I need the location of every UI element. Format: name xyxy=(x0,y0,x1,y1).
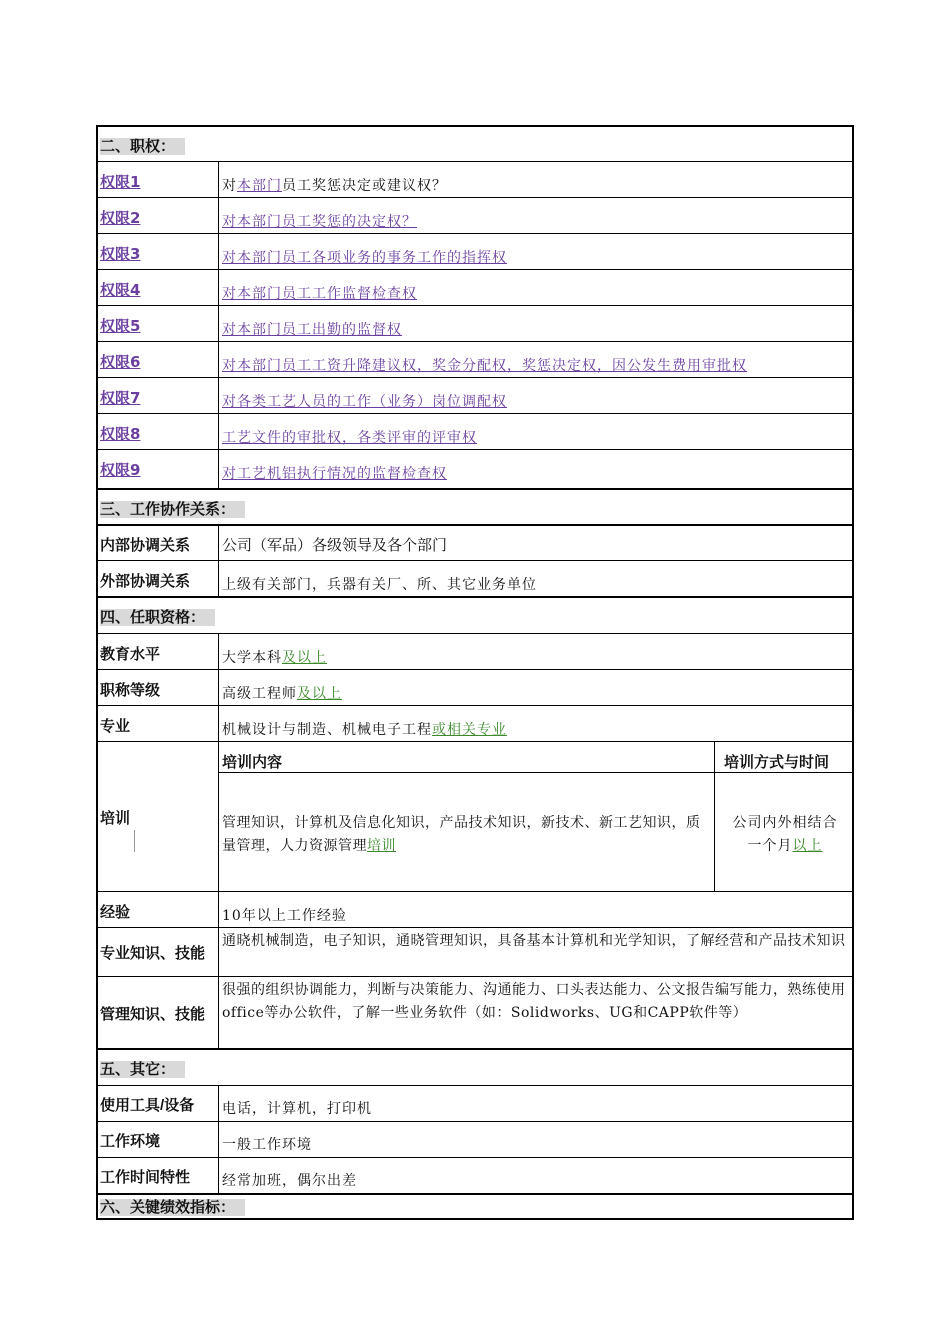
internal-collab-value: 公司（军品）各级领导及各个部门 xyxy=(222,537,448,554)
authority-text-8[interactable]: 工艺文件的审批权，各类评审的评审权 xyxy=(222,430,477,446)
authority-label-4[interactable]: 权限4 xyxy=(100,281,141,299)
job-description-table xyxy=(96,125,854,1220)
authority-label-3[interactable]: 权限3 xyxy=(100,245,141,263)
authority-text-7[interactable]: 对各类工艺人员的工作（业务）岗位调配权 xyxy=(222,394,507,410)
authority-text-4[interactable]: 对本部门员工工作监督检查权 xyxy=(222,286,417,302)
experience-value: 10年以上工作经验 xyxy=(222,908,347,924)
skills-label: 专业知识、技能 xyxy=(100,945,206,962)
education-label: 教育水平 xyxy=(100,646,161,663)
authority-text-5[interactable]: 对本部门员工出勤的监督权 xyxy=(222,322,402,338)
authority-label-9[interactable]: 权限9 xyxy=(100,461,141,479)
env-value: 一般工作环境 xyxy=(222,1137,312,1153)
training-method: 公司内外相结合 一个月以上 xyxy=(732,815,838,854)
internal-collab-label: 内部协调关系 xyxy=(100,537,191,554)
authority-label-2[interactable]: 权限2 xyxy=(100,209,141,227)
section-collaboration: 三、工作协作关系： xyxy=(100,498,245,519)
training-method-header: 培训方式与时间 xyxy=(724,754,830,771)
authority-text-3[interactable]: 对本部门员工各项业务的事务工作的指挥权 xyxy=(222,250,507,266)
external-collab-label: 外部协调关系 xyxy=(100,573,191,590)
mgmt-value: 很强的组织协调能力，判断与决策能力、沟通能力、口头表达能力、公文报告编写能力，熟练使用office等办公软件，了解一些业务软件（如：Solidworks、UG和CAPP软件等） xyxy=(222,982,846,1021)
tools-value: 电话，计算机，打印机 xyxy=(222,1101,372,1117)
authority-text-6[interactable]: 对本部门员工工资升降建议权，奖金分配权，奖惩决定权，因公发生费用审批权 xyxy=(222,358,747,374)
tools-label: 使用工具/设备 xyxy=(100,1097,195,1114)
training-content-header: 培训内容 xyxy=(222,754,283,771)
major-label: 专业 xyxy=(100,718,131,735)
title-label: 职称等级 xyxy=(100,682,161,699)
worktime-label: 工作时间特性 xyxy=(100,1169,191,1186)
external-collab-value: 上级有关部门，兵器有关厂、所、其它业务单位 xyxy=(222,577,537,593)
section-kpi: 六、关键绩效指标： xyxy=(100,1196,245,1217)
major-value: 机械设计与制造、机械电子工程或相关专业 xyxy=(222,722,507,738)
authority-label-1[interactable]: 权限1 xyxy=(100,173,141,191)
training-label: 培训 xyxy=(100,810,131,827)
env-label: 工作环境 xyxy=(100,1133,161,1150)
experience-label: 经验 xyxy=(100,904,131,921)
authority-link-1[interactable]: 本部门 xyxy=(237,178,282,194)
section-qualifications: 四、任职资格： xyxy=(100,606,215,627)
authority-label-8[interactable]: 权限8 xyxy=(100,425,141,443)
education-value: 大学本科及以上 xyxy=(222,650,327,666)
training-method-link[interactable]: 以上 xyxy=(792,838,823,854)
training-content-link[interactable]: 培训 xyxy=(367,838,396,854)
title-value: 高级工程师及以上 xyxy=(222,686,342,702)
authority-text-2[interactable]: 对本部门员工奖惩的决定权？ xyxy=(222,214,417,230)
section-other: 五、其它： xyxy=(100,1058,185,1079)
mgmt-label: 管理知识、技能 xyxy=(100,1006,206,1023)
education-link[interactable]: 及以上 xyxy=(282,650,327,666)
title-link[interactable]: 及以上 xyxy=(297,686,342,702)
section-authority: 二、职权： xyxy=(100,135,185,156)
major-link[interactable]: 或相关专业 xyxy=(432,722,507,738)
authority-label-5[interactable]: 权限5 xyxy=(100,317,141,335)
authority-text-1: 对本部门员工奖惩决定或建议权？ xyxy=(222,178,447,194)
authority-label-7[interactable]: 权限7 xyxy=(100,389,141,407)
training-content: 管理知识，计算机及信息化知识，产品技术知识，新技术、新工艺知识，质量管理，人力资源管理培训 xyxy=(222,815,701,854)
skills-value: 通晓机械制造，电子知识，通晓管理知识，具备基本计算机和光学知识，了解经营和产品技术知识 xyxy=(222,933,846,949)
worktime-value: 经常加班，偶尔出差 xyxy=(222,1173,357,1189)
authority-label-6[interactable]: 权限6 xyxy=(100,353,141,371)
authority-text-9[interactable]: 对工艺机铝执行情况的监督检查权 xyxy=(222,466,447,482)
